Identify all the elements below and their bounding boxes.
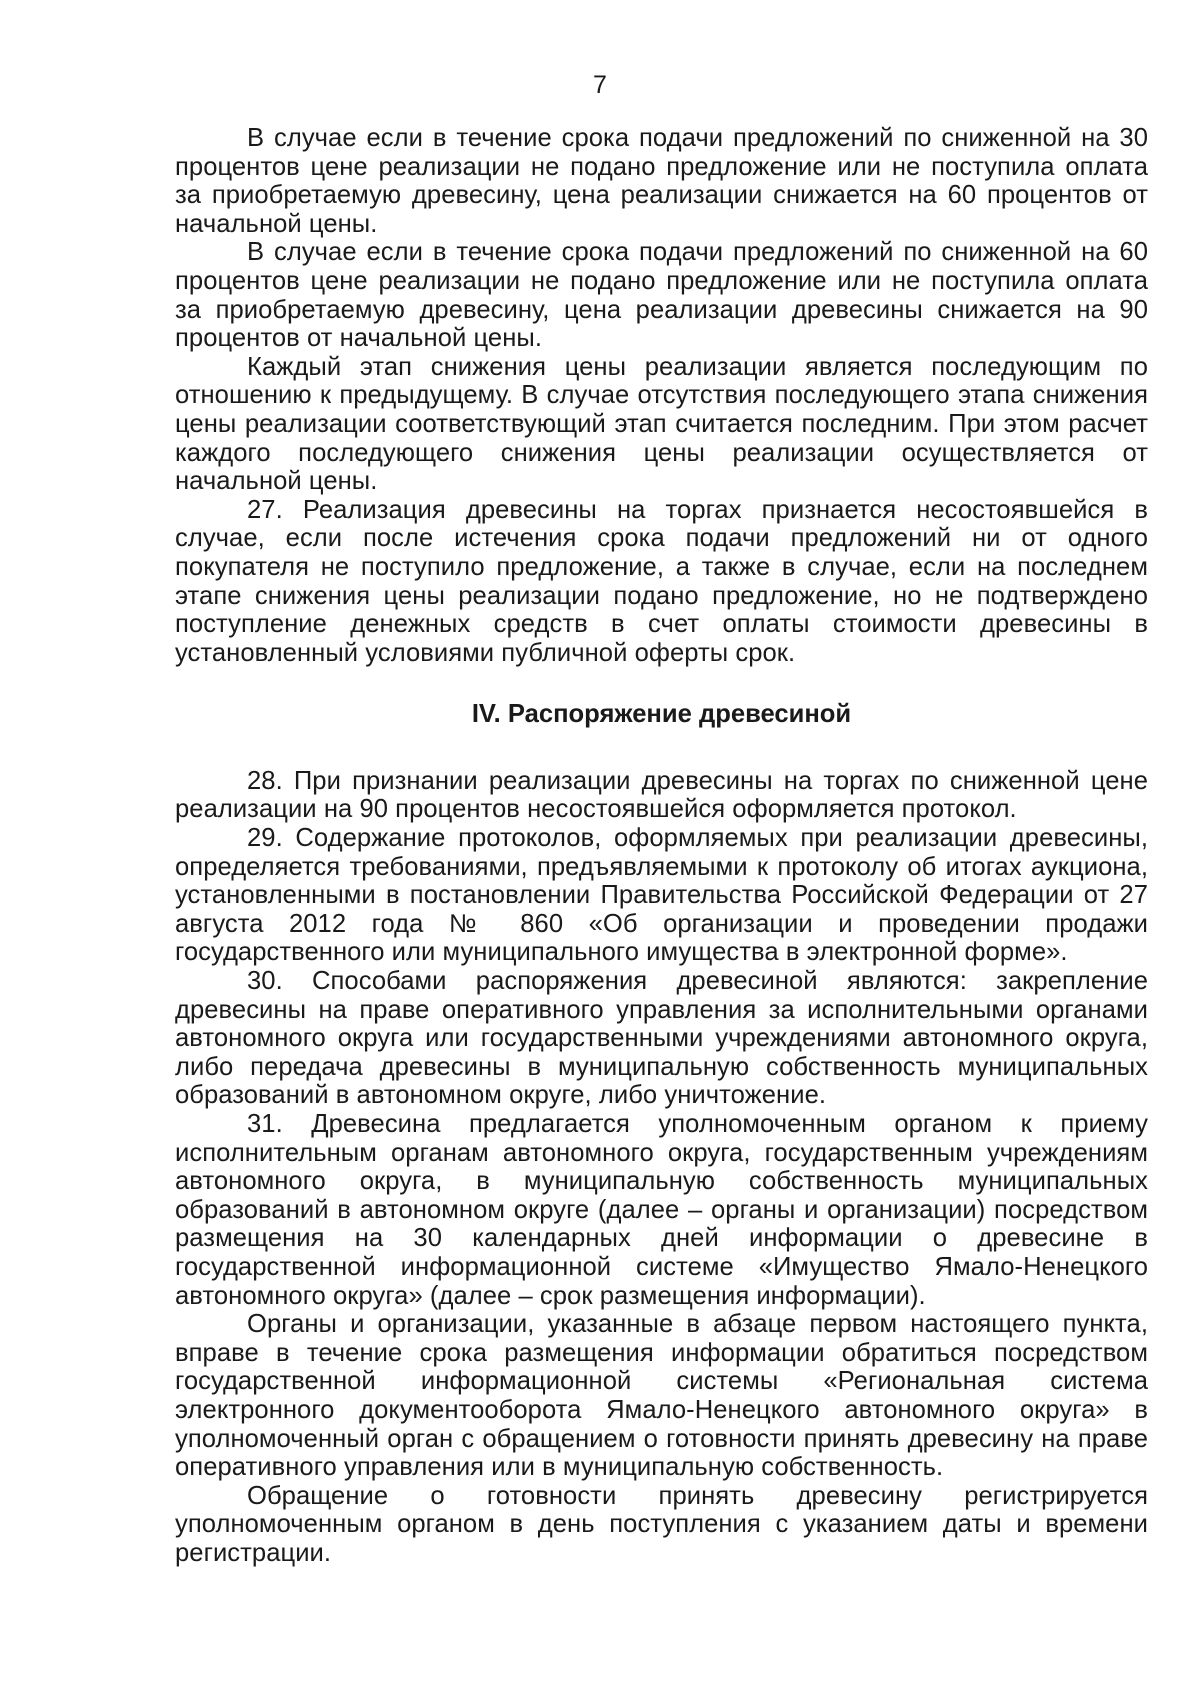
paragraph-28: 28. При признании реализации древесины на торгах по сниженной цене реализации на 90 процентов несостоявшейся оформляется протокол. [175, 766, 1148, 824]
paragraph-27: 27. Реализация древесины на торгах признается несостоявшейся в случае, если после истечения срока подачи предложений ни от одного покупателя не поступило предложение, а также в случае, если на последнем этапе снижения цены реализации подано предложение, но не подтверждено поступление денежных средств в счет оплаты стоимости древесины в установленный условиями публичной оферты срок. [175, 495, 1148, 667]
paragraph-30: 30. Способами распоряжения древесиной являются: закрепление древесины на праве оперативного управления за исполнительными органами автономного округа или государственными учреждениями автономного округа, либо передача древесины в муниципальную собственность муниципальных образований в автономном округе, либо уничтожение. [175, 967, 1148, 1110]
page-number: 7 [593, 71, 607, 99]
paragraph-reduction-stages: Каждый этап снижения цены реализации является последующим по отношению к предыдущему. В случае отсутствия последующего этапа снижения цены реализации соответствующий этап считается последним. При этом расчет каждого последующего снижения цены реализации осуществляется от начальной цены. [175, 352, 1148, 496]
paragraph-31-organizations: Органы и организации, указанные в абзаце первом настоящего пункта, вправе в течение срока размещения информации обратиться посредством государственной информационной системы «Региональная система электронного документооборота Ямало-Ненецкого автономного округа» в уполномоченный орган с обращением о готовности принять древесину на праве оперативного управления или в муниципальную собственность. [175, 1310, 1148, 1482]
document-body [175, 124, 1148, 1568]
paragraph-31: 31. Древесина предлагается уполномоченным органом к приему исполнительным органам автономного округа, государственным учреждениям автономного округа, в муниципальную собственность муниципальных образований в автономном округе (далее – органы и организации) посредством размещения на 30 календарных дней информации о древесине в государственной информационной системе «Имущество Ямало-Ненецкого автономного округа» (далее – срок размещения информации). [175, 1110, 1148, 1310]
paragraph-price-reduction-90: В случае если в течение срока подачи предложений по сниженной на 60 процентов цене реализации не подано предложение или не поступила оплата за приобретаемую древесину, цена реализации древесины снижается на 90 процентов от начальной цены. [175, 238, 1148, 353]
paragraph-31-registration: Обращение о готовности принять древесину регистрируется уполномоченным органом в день поступления с указанием даты и времени регистрации. [175, 1481, 1148, 1567]
paragraph-price-reduction-60: В случае если в течение срока подачи предложений по сниженной на 30 процентов цене реализации не подано предложение или не поступила оплата за приобретаемую древесину, цена реализации снижается на 60 процентов от начальной цены. [175, 124, 1148, 238]
section-heading: IV. Распоряжение древесиной [471, 700, 852, 729]
paragraph-29: 29. Содержание протоколов, оформляемых при реализации древесины, определяется требованиями, предъявляемыми к протоколу об итогах аукциона, установленными в постановлении Правительства Российской Федерации от 27 августа 2012 года № 860 «Об организации и проведении продажи государственного или муниципального имущества в электронной форме». [175, 824, 1148, 967]
